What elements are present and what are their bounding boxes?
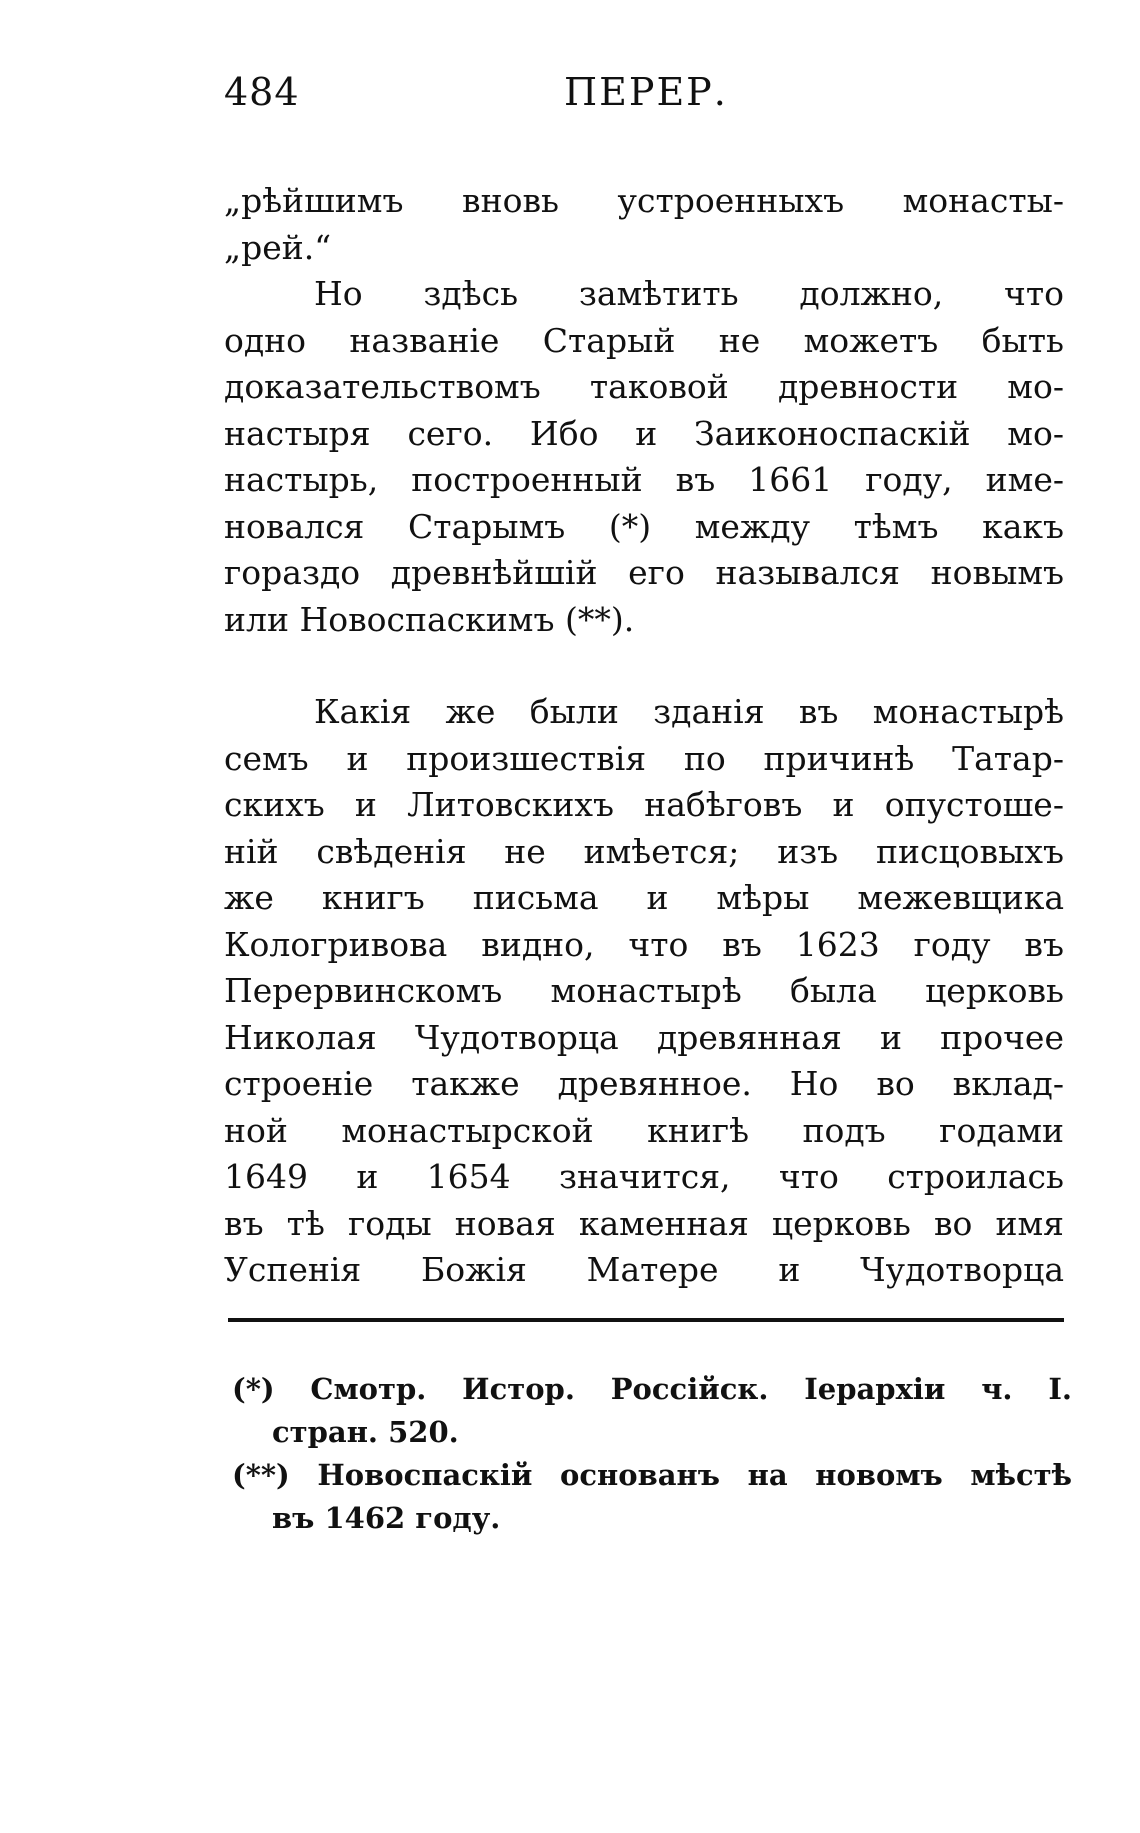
text-line: строеніе также древянное. Но во вклад-: [224, 1064, 1064, 1103]
footnote-line: (**) Новоспаскій основанъ на новомъ мѣстѣ: [232, 1458, 1072, 1492]
text-line: гораздо древнѣйшій его назывался новымъ: [224, 553, 1064, 592]
text-line: одно названіе Старый не можетъ быть: [224, 320, 1064, 360]
main-text: [224, 178, 1064, 1294]
text-line: „рей.“: [224, 227, 332, 267]
paragraph-gap: [224, 643, 1064, 689]
footnotes: [232, 1368, 1072, 1540]
text-line: Кологривова видно, что въ 1623 году въ: [224, 924, 1064, 964]
text-line: 1649 и 1654 значится, что строилась: [224, 1157, 1064, 1196]
text-line: или Новоспаскимъ (**).: [224, 599, 635, 639]
footnote-line: въ 1462 году.: [272, 1501, 501, 1535]
text-line: настыря сего. Ибо и Заиконоспаскій мо-: [224, 413, 1064, 453]
text-line: Какія же были зданія въ монастырѣ: [314, 692, 1064, 731]
footnote-line: (*) Смотр. Истор. Россійск. Іерархіи ч. I.: [232, 1372, 1072, 1406]
running-title: ПЕРЕР.: [564, 70, 728, 114]
footnote-line: стран. 520.: [272, 1415, 459, 1449]
page-number: 484: [224, 70, 300, 114]
text-line: Но здѣсь замѣтить должно, что: [314, 274, 1064, 313]
text-line: Успенія Божія Матере и Чудотворца: [224, 1250, 1064, 1289]
text-line: скихъ и Литовскихъ набѣговъ и опустоше-: [224, 785, 1064, 824]
text-line: доказательствомъ таковой древности мо-: [224, 367, 1064, 406]
text-line: Николая Чудотворца древянная и прочее: [224, 1017, 1064, 1057]
footnote-divider: [228, 1318, 1064, 1322]
text-line: новался Старымъ (*) между тѣмъ какъ: [224, 506, 1064, 546]
text-line: ной монастырской книгѣ подъ годами: [224, 1110, 1064, 1150]
text-line: Перервинскомъ монастырѣ была церковь: [224, 971, 1064, 1010]
text-line: ній свѣденія не имѣется; изъ писцовыхъ: [224, 831, 1064, 871]
page-header: [224, 70, 944, 130]
text-line: же книгъ письма и мѣры межевщика: [224, 878, 1064, 917]
text-line: семъ и произшествія по причинѣ Татар-: [224, 738, 1064, 778]
text-line: въ тѣ годы новая каменная церковь во имя: [224, 1203, 1064, 1243]
text-line: настырь, построенный въ 1661 году, име-: [224, 460, 1064, 499]
text-line: „рѣйшимъ вновь устроенныхъ монасты-: [224, 181, 1064, 220]
